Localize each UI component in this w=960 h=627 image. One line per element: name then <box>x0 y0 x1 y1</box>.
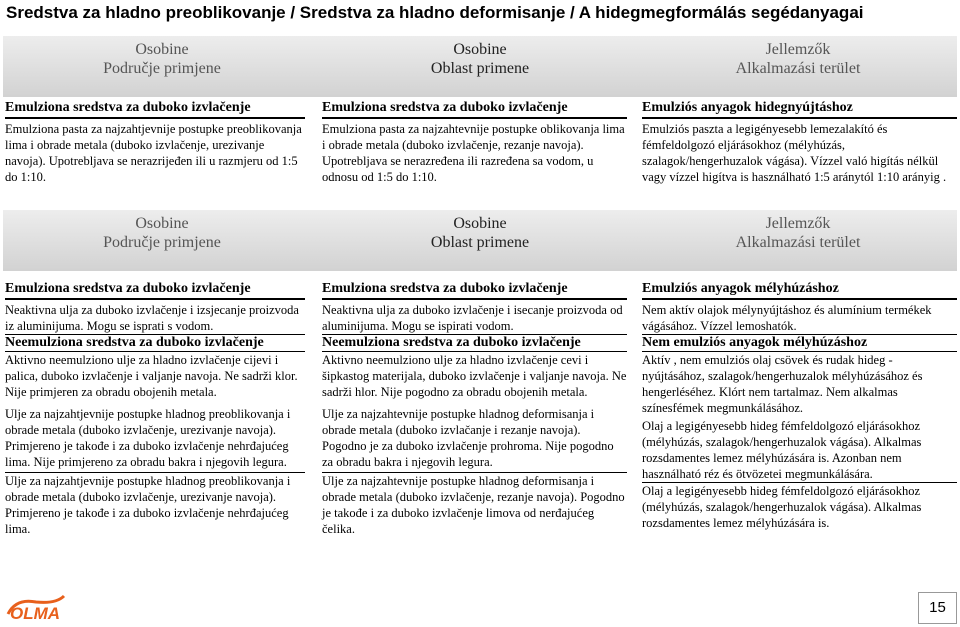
band2-col1-line1: Osobine <box>135 215 189 232</box>
section1-col-3 <box>642 99 957 185</box>
section2-col3-subheading: Nem emulziós anyagok mélyhúzáshoz <box>642 334 957 352</box>
section2-col1-text-4: Ulje za najzahtjevnije postupke hladnog preoblikovanja i obrade metala (duboko izvlačenje, urezivanje navoja). Primjereno je takođe i za duboko izvlačenje nehrđajućeg lima. <box>5 474 291 536</box>
section1-col3-heading: Emulziós anyagok hidegnyújtáshoz <box>642 99 957 119</box>
section2-col-1 <box>5 280 305 537</box>
section2-col1-text-3: Ulje za najzahtjevnije postupke hladnog preoblikovanja i obrade metala (duboko izvlačenje, urezivanje navoja). Primjereno je takođe i za duboko izvlačenje nehrđajućeg lima. Nije primjereno za obradu bakra i njegovih legura. <box>5 406 305 473</box>
band1-col1-line1: Osobine <box>135 41 189 58</box>
band1-col1-line2: Područje primjene <box>103 60 221 77</box>
section2-col2-text-4: Ulje za najzahtevnije postupke hladnog deformisanja i obrade metala (duboko izvlačenje, rezanje navoja). Pogodno je takođe i za duboko izvlačenje limova od nerđajućeg čelika. <box>322 474 625 536</box>
section1-col-2 <box>322 99 627 185</box>
section2-col3-text-3: Olaj a legigényesebb hideg fémfeldolgozó eljárásokhoz (mélyhúzás, szalagok/hengerhuzalok vágása). Alkalmas rozsdamentes lemez mélyhúzására is. Azonban nem használható réz és ötvözetei megmunkálására. <box>642 418 957 483</box>
section2-col2-subheading: Neemulziona sredstva za duboko izvlačenje <box>322 334 627 352</box>
section2-col2-text-2: Aktivno neemulziono ulje za hladno izvlačenje cevi i šipkastog materijala, duboko izvlačenje i valjanje navoja. Ne sadrži hlor. Nije pogodno za obradu obojenih metala. <box>322 353 627 399</box>
band2-col2-line2: Oblast primene <box>430 234 530 251</box>
page-title: Sredstva za hladno preoblikovanje / Sredstva za hladno deformisanje / A hidegmegformálás segédanyagai <box>6 3 864 22</box>
band2-col-2 <box>321 210 639 271</box>
section2-col2-heading: Emulziona sredstva za duboko izvlačenje <box>322 280 627 300</box>
band2-col-1 <box>3 210 321 271</box>
section1-col2-text: Emulziona pasta za najzahtevnije postupke oblikovanja lima i obrade metala (duboko izvlačenje, rezanje navoja). Upotrebljava se nerazređena ili razređena sa vodom, u odnosu od 1:5 do 1:10. <box>322 122 625 184</box>
section2-col-3 <box>642 280 957 531</box>
section1-col1-text: Emulziona pasta za najzahtjevnije postupke preoblikovanja lima i obrade metala (duboko izvlačenje, urezivanje navoja). Upotrebljava se nerazrijeđen ili u razmjeru od 1:5 do 1:10. <box>5 122 302 184</box>
section2-col3-heading: Emulziós anyagok mélyhúzáshoz <box>642 280 957 300</box>
olma-logo <box>6 592 66 624</box>
band1-col3-line2: Alkalmazási terület <box>735 60 861 77</box>
section1-col-1 <box>5 99 305 185</box>
section2-col1-heading: Emulziona sredstva za duboko izvlačenje <box>5 280 305 300</box>
section2-col2-text-3: Ulje za najzahtevnije postupke hladnog deformisanja i obrade metala (duboko izvlačanje i rezanje navoja). Pogodno je za duboko izvlačenje prohroma. Nije pogodno za obradu bakra i njegovih legura. <box>322 406 627 473</box>
band1-col2-line2: Oblast primene <box>430 60 530 77</box>
band2-col3-line1: Jellemzők <box>765 215 831 232</box>
section2-col1-text-2: Aktivno neemulziono ulje za hladno izvlačenje cijevi i palica, duboko izvlačenje i valjanje navoja. Ne sadrži klor. Nije primjeren za obradu obojenih metala. <box>5 353 298 399</box>
section1-col1-heading: Emulziona sredstva za duboko izvlačenje <box>5 99 305 119</box>
band1-col3-line1: Jellemzők <box>765 41 831 58</box>
section2-col3-text-2: Aktív , nem emulziós olaj csövek és rudak hideg - nyújtásához, szalagok/hengerhuzalok mélyhúzásához és hengerléséhez. Klórt nem tartalmaz. Nem alkalmas színesfémek megmunkálásához. <box>642 353 923 415</box>
band1-col2-line1: Osobine <box>453 41 507 58</box>
section2-col3-text-4: Olaj a legigényesebb hideg fémfeldolgozó eljárásokhoz (mélyhúzás, szalagok/hengerhuzalok vágása). Alkalmas rozsdamentes lemez mélyhúzására is. <box>642 484 922 530</box>
section2-col1-subheading: Neemulziona sredstva za duboko izvlačenje <box>5 334 305 352</box>
band2-col3-line2: Alkalmazási terület <box>735 234 861 251</box>
header-band-2 <box>3 210 957 271</box>
band2-col2-line1: Osobine <box>453 215 507 232</box>
section2-col1-text-1: Neaktivna ulja za duboko izvlačenje i izsjecanje proizvoda iz aluminijuma. Mogu se isprati s vodom. <box>5 303 299 333</box>
section2-col3-text-1: Nem aktív olajok mélynyújtáshoz és alumínium termékek vágásához. Vízzel lemoshatók. <box>642 303 932 333</box>
section1-col2-heading: Emulziona sredstva za duboko izvlačenje <box>322 99 627 119</box>
page-number: 15 <box>918 592 957 624</box>
band1-col-2 <box>321 36 639 97</box>
section2-col-2 <box>322 280 627 537</box>
olma-logo-text: OLMA <box>10 604 61 623</box>
band2-col1-line2: Područje primjene <box>103 234 221 251</box>
section1-col3-text: Emulziós paszta a legigényesebb lemezalakító és fémfeldolgozó eljárásokhoz (mélyhúzás, szalagok/hengerhuzalok vágása). Vízzel való higítás nélkül vagy vízzel higítva is használható 1:5 aránytól 1:10 arányig . <box>642 122 947 184</box>
band2-col-3 <box>639 210 957 271</box>
band1-col-1 <box>3 36 321 97</box>
section2-col2-text-1: Neaktivna ulja za duboko izvlačenje i isecanje proizvoda od aluminijuma. Mogu se ispirati vodom. <box>322 303 623 333</box>
band1-col-3 <box>639 36 957 97</box>
header-band-1 <box>3 36 957 97</box>
